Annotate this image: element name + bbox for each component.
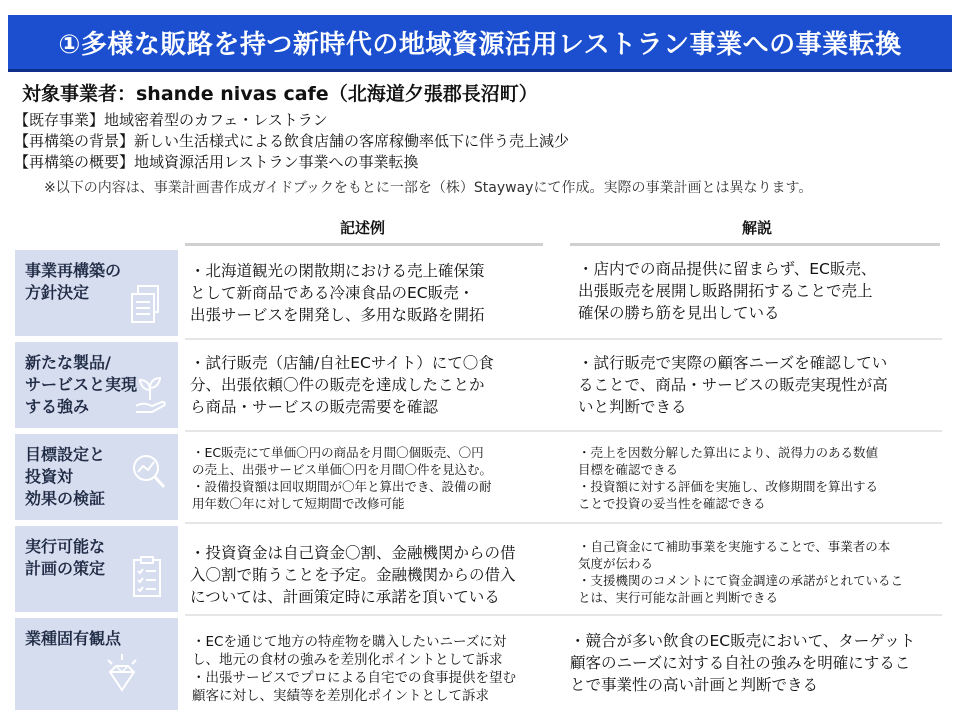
text-line: 用年数〇年に対して短期間で改修可能	[192, 496, 405, 511]
diamond-icon	[100, 652, 144, 702]
row-example-plan	[190, 542, 516, 608]
text-line: とで事業性の高い計画と判断できる	[570, 676, 819, 694]
text-line: いと判断できる	[578, 398, 687, 416]
text-line: 目標を確認できる	[578, 462, 679, 477]
row-label-line: 計画の策定	[25, 559, 106, 578]
column-underline-example	[185, 243, 543, 246]
row-label-line: 事業再構築の	[25, 261, 122, 280]
row-explanation-strength	[578, 352, 888, 418]
row-example-strength	[190, 352, 494, 418]
text-line: し、地元の食材の強みを差別化ポイントとして訴求	[192, 652, 503, 668]
page-title: ①多様な販路を持つ新時代の地域資源活用レストラン事業への事業転換	[8, 15, 952, 72]
row-label-line: 実行可能な	[25, 537, 106, 556]
row-label-line: する強み	[25, 397, 90, 416]
row-label-line: 方針決定	[25, 283, 90, 302]
text-line: 確保の勝ち筋を見出している	[578, 304, 780, 322]
text-line: については、計画策定時に承諾を頂いている	[190, 588, 500, 606]
magnifier-chart-icon	[128, 452, 168, 498]
row-label-policy	[15, 250, 178, 336]
column-header-explanation: 解説	[741, 219, 772, 237]
row-label-line: 投資対	[25, 467, 74, 486]
text-line: ことで投資の妥当性を確認できる	[578, 496, 766, 511]
info-overview: 【再構築の概要】地域資源活用レストラン事業への事業転換	[14, 153, 419, 171]
row-explanation-policy	[578, 258, 876, 324]
info-background: 【再構築の背景】新しい生活様式による飲食店舗の客席稼働率低下に伴う売上減少	[14, 132, 570, 150]
row-example-target	[192, 444, 492, 512]
text-line: 気度が伝わる	[578, 556, 654, 571]
text-line: ・売上を因数分解した算出により、説得力のある数値	[578, 445, 879, 460]
text-line: ・出張サービスでプロによる自宅での食事提供を望む	[192, 670, 516, 686]
text-line: ・自己資金にて補助事業を実施することで、事業者の本	[578, 539, 891, 554]
text-line: 分、出張依頼〇件の販売を達成したことか	[190, 376, 485, 394]
row-example-industry	[192, 633, 516, 705]
text-line: として新商品である冷凍食品のEC販売・	[190, 284, 475, 302]
checklist-icon	[128, 556, 168, 606]
row-separator	[185, 430, 942, 432]
text-line: 出張販売を展開し販路開拓することで売上	[578, 282, 873, 300]
text-line: ・投資資金は自己資金〇割、金融機関からの借	[190, 544, 516, 562]
subject-heading: 対象事業者：shande nivas cafe（北海道夕張郡長沼町）	[22, 83, 538, 105]
row-label-strength	[15, 342, 178, 428]
disclaimer-note: ※以下の内容は、事業計画書作成ガイドブックをもとに一部を（株）Staywayにて作成。実際の事業計画とは異なります。	[44, 180, 813, 196]
text-line: ・支援機関のコメントにて資金調達の承諾がとれているこ	[578, 573, 904, 588]
row-label-line: サービスと実現	[25, 375, 138, 394]
row-separator	[185, 338, 942, 340]
info-existing-business: 【既存事業】地域密着型のカフェ・レストラン	[14, 111, 328, 129]
row-label-plan	[15, 526, 178, 612]
row-label-line: 効果の検証	[25, 489, 106, 508]
text-line: ・EC販売にて単価〇円の商品を月間〇個販売、〇円	[192, 445, 484, 460]
text-line: ・投資額に対する評価を実施し、改修期間を算出する	[578, 479, 879, 494]
row-separator	[185, 522, 942, 524]
text-line: とは、実行可能な計画と判断できる	[578, 590, 779, 605]
plant-hand-icon	[132, 376, 168, 422]
text-line: ることで、商品・サービスの販売実現性が高	[578, 376, 888, 394]
text-line: ・競合が多い飲食のEC販売において、ターゲット	[570, 632, 916, 650]
document-icon	[124, 284, 168, 330]
row-label-target	[15, 434, 178, 520]
text-line: 出張サービスを開発し、多用な販路を開拓	[190, 306, 485, 324]
row-explanation-industry	[570, 630, 915, 696]
text-line: ・試行販売で実際の顧客ニーズを確認してい	[578, 354, 888, 372]
row-explanation-target	[578, 444, 878, 512]
text-line: ・ECを通じて地方の特産物を購入したいニーズに対	[192, 634, 507, 650]
text-line: ・店内での商品提供に留まらず、EC販売、	[578, 260, 877, 278]
row-explanation-plan	[578, 538, 903, 606]
text-line: 顧客のニーズに対する自社の強みを明確にするこ	[570, 654, 911, 672]
text-line: ・設備投資額は回収期間が〇年と算出でき、設備の耐	[192, 479, 492, 494]
row-separator	[185, 614, 942, 616]
text-line: の売上、出張サービス単価〇円を月間〇件を見込む。	[192, 462, 493, 477]
text-line: ら商品・サービスの販売需要を確認	[190, 398, 439, 416]
row-label-line: 新たな製品/	[25, 353, 111, 372]
text-line: ・北海道観光の閑散期における売上確保策	[190, 262, 485, 280]
row-label-line: 目標設定と	[25, 445, 106, 464]
text-line: 入〇割で賄うことを予定。金融機関からの借入	[190, 566, 516, 584]
row-label-industry	[15, 618, 178, 710]
text-line: 顧客に対し、実績等を差別化ポイントとして訴求	[192, 688, 489, 704]
row-label-line: 業種固有観点	[25, 629, 122, 648]
text-line: ・試行販売（店舗/自社ECサイト）にて〇食	[190, 354, 494, 372]
row-example-policy	[190, 260, 485, 326]
column-header-example: 記述例	[339, 219, 385, 237]
column-underline-explanation	[570, 243, 940, 246]
